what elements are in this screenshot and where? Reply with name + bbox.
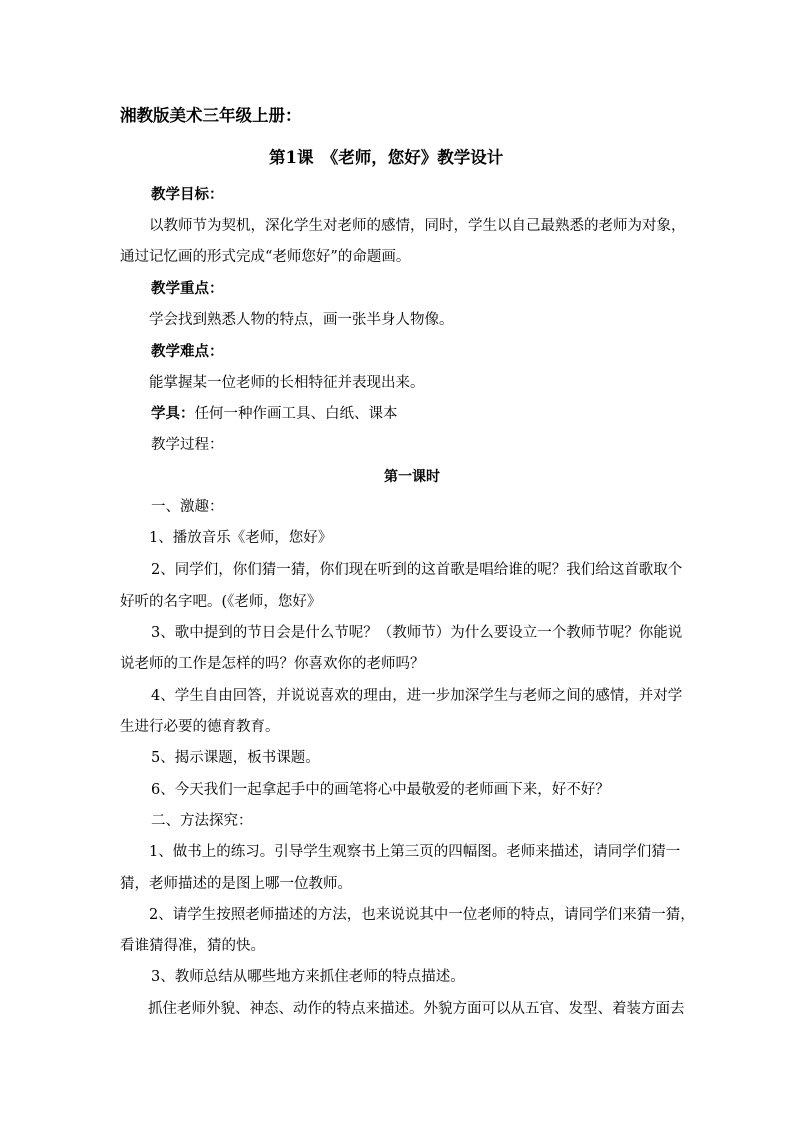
section-1-item-6: 6、今天我们一起拿起手中的画笔将心中最敬爱的老师画下来，好不好？ bbox=[151, 782, 610, 798]
goal-label: 教学目标： bbox=[151, 186, 224, 203]
tools-line bbox=[151, 404, 398, 424]
document-title: 第1课 《老师，您好》教学设计 bbox=[269, 148, 504, 167]
section-1-item-2-line-2: 好听的名字吧。(《老师，您好》 bbox=[120, 594, 322, 610]
difficulty-text: 能掌握某一位老师的长相特征并表现出来。 bbox=[149, 375, 425, 391]
section-1-item-4-line-1: 4、学生自由回答，并说说喜欢的理由，进一步加深学生与老师之间的感情，并对学 bbox=[151, 688, 683, 704]
goal-text-line-2: 通过记忆画的形式完成“老师您好”的命题画。 bbox=[120, 249, 411, 265]
section-1-heading: 一、激趣： bbox=[151, 499, 224, 515]
section-2-item-2-line-2: 看谁猜得准，猜的快。 bbox=[120, 938, 265, 954]
section-2-item-3: 3、教师总结从哪些地方来抓住老师的特点描述。 bbox=[151, 969, 465, 985]
key-point-label: 教学重点： bbox=[151, 280, 224, 297]
difficulty-label: 教学难点： bbox=[151, 343, 224, 360]
lesson-heading: 第一课时 bbox=[384, 469, 440, 485]
section-1-item-1: 1、播放音乐《老师，您好》 bbox=[149, 530, 333, 546]
section-1-item-3-line-2: 说老师的工作是怎样的吗？你喜欢你的老师吗？ bbox=[120, 656, 425, 672]
section-2-paragraph: 抓住老师外貌、神态、动作的特点来描述。外貌方面可以从五官、发型、着装方面去 bbox=[148, 1001, 685, 1017]
document-header: 湘教版美术三年级上册： bbox=[120, 106, 302, 125]
section-1-item-4-line-2: 生进行必要的德育教育。 bbox=[120, 719, 280, 735]
section-2-item-1-line-2: 猜，老师描述的是图上哪一位教师。 bbox=[120, 876, 352, 892]
section-2-item-1-line-1: 1、做书上的练习。引导学生观察书上第三页的四幅图。老师来描述，请同学们猜一 bbox=[149, 844, 681, 860]
key-point-text: 学会找到熟悉人物的特点，画一张半身人物像。 bbox=[149, 312, 454, 328]
tools-label: 学具： bbox=[151, 405, 195, 422]
section-1-item-2-line-1: 2、同学们，你们猜一猜，你们现在听到的这首歌是唱给谁的呢？我们给这首歌取个 bbox=[151, 562, 683, 578]
section-1-item-5: 5、揭示课题，板书课题。 bbox=[151, 750, 320, 766]
tools-text: 任何一种作画工具、白纸、课本 bbox=[194, 406, 398, 422]
process-label: 教学过程： bbox=[151, 437, 224, 453]
section-2-item-2-line-1: 2、请学生按照老师描述的方法，也来说说其中一位老师的特点，请同学们来猜一猜， bbox=[149, 907, 695, 923]
section-2-heading: 二、方法探究： bbox=[151, 813, 253, 829]
section-1-item-3-line-1: 3、歌中提到的节日会是什么节呢？（教师节）为什么要设立一个教师节呢？你能说 bbox=[151, 625, 683, 641]
goal-text-line-1: 以教师节为契机，深化学生对老师的感情，同时，学生以自己最熟悉的老师为对象， bbox=[149, 218, 686, 234]
